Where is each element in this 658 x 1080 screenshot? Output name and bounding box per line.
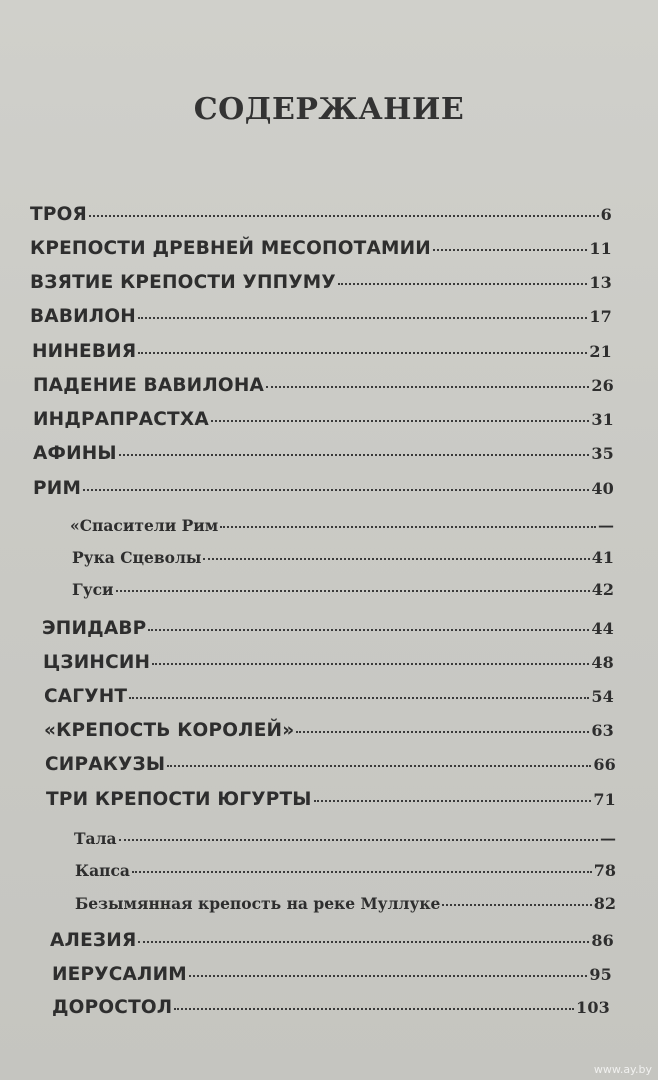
toc-entry <box>30 272 612 293</box>
toc-entry <box>33 375 614 396</box>
toc-entry-title: «КРЕПОСТЬ КОРОЛЕЙ» <box>44 720 295 741</box>
dot-leader <box>433 249 587 251</box>
toc-entry-title: ЦЗИНСИН <box>43 652 151 673</box>
toc-entry-title: ПАДЕНИЕ ВАВИЛОНА <box>33 375 265 396</box>
toc-page-number: 42 <box>591 580 614 599</box>
dot-leader <box>174 1008 574 1010</box>
toc-entry-title: РИМ <box>33 478 82 499</box>
toc-entry <box>44 686 614 707</box>
dot-leader <box>138 352 587 354</box>
toc-entry <box>43 652 614 673</box>
toc-page-number: 21 <box>589 342 612 361</box>
toc-page-number: 40 <box>591 479 614 498</box>
toc-subentry <box>72 580 614 599</box>
dot-leader <box>167 765 591 767</box>
toc-page-number: 82 <box>593 894 616 913</box>
toc-page-number: 13 <box>589 273 612 292</box>
toc-page-number: — <box>600 829 616 848</box>
toc-page-number: 31 <box>591 410 614 429</box>
dot-leader <box>296 731 589 733</box>
toc-entry-title: ТРИ КРЕПОСТИ ЮГУРТЫ <box>46 789 312 810</box>
toc-page-number: 11 <box>589 239 612 258</box>
toc-page-number: 48 <box>591 653 614 672</box>
toc-page-number: 95 <box>589 965 612 984</box>
toc-page-number: 41 <box>591 548 614 567</box>
toc-page-number: 63 <box>591 721 614 740</box>
toc-entry-title: НИНЕВИЯ <box>32 341 137 362</box>
toc-entry <box>33 478 614 499</box>
toc-page-number: — <box>598 516 614 535</box>
toc-entry <box>42 618 614 639</box>
toc-subentry <box>75 894 616 913</box>
toc-entry-title: «Спасители Рим <box>70 516 219 535</box>
toc-entry-title: Рука Сцеволы <box>72 548 202 567</box>
toc-page-number: 78 <box>593 861 616 880</box>
dot-leader <box>138 941 589 943</box>
toc-page-number: 44 <box>591 619 614 638</box>
dot-leader <box>116 590 590 592</box>
toc-entry-title: ИЕРУСАЛИМ <box>52 964 187 985</box>
toc-entry-title: ТРОЯ <box>30 204 87 225</box>
toc-page-number: 17 <box>589 307 612 326</box>
toc-entry-title: Тала <box>74 829 117 848</box>
toc-entry <box>52 964 612 985</box>
toc-entry-title: КРЕПОСТИ ДРЕВНЕЙ МЕСОПОТАМИИ <box>30 238 431 259</box>
toc-entry-title: ДОРОСТОЛ <box>52 997 173 1018</box>
toc-page-number: 71 <box>593 790 616 809</box>
page-title: СОДЕРЖАНИЕ <box>193 92 465 127</box>
dot-leader <box>220 526 596 528</box>
toc-entry-title: ВЗЯТИЕ КРЕПОСТИ УППУМУ <box>30 272 336 293</box>
toc-subentry <box>70 516 614 535</box>
dot-leader <box>203 558 589 560</box>
dot-leader <box>442 904 591 906</box>
toc-page-number: 103 <box>576 998 610 1017</box>
toc-entry <box>45 754 616 775</box>
dot-leader <box>211 420 589 422</box>
toc-page-number: 66 <box>593 755 616 774</box>
toc-subentry <box>75 861 616 880</box>
toc-page-number: 35 <box>591 444 614 463</box>
toc-entry-title: Гуси <box>72 580 114 599</box>
toc-entry <box>44 720 614 741</box>
toc-entry <box>33 443 614 464</box>
toc-entry-title: САГУНТ <box>44 686 128 707</box>
toc-entry <box>30 238 612 259</box>
toc-entry-title: СИРАКУЗЫ <box>45 754 166 775</box>
toc-entry-title: ИНДРАПРАСТХА <box>33 409 209 430</box>
dot-leader <box>89 215 599 217</box>
toc-entry-title: ВАВИЛОН <box>30 306 136 327</box>
toc-entry <box>46 789 616 810</box>
toc-entry-title: АФИНЫ <box>33 443 117 464</box>
toc-entry <box>50 930 614 951</box>
dot-leader <box>129 697 589 699</box>
dot-leader <box>138 317 587 319</box>
dot-leader <box>266 386 589 388</box>
toc-subentry <box>74 829 616 848</box>
toc-entry <box>30 204 612 225</box>
dot-leader <box>152 663 589 665</box>
toc-page-number: 26 <box>591 376 614 395</box>
toc-entry <box>30 306 612 327</box>
toc-page-number: 6 <box>600 205 612 224</box>
toc-subentry <box>72 548 614 567</box>
dot-leader <box>132 871 592 873</box>
toc-entry <box>52 997 610 1018</box>
dot-leader <box>83 489 589 491</box>
toc-entry-title: АЛЕЗИЯ <box>50 930 137 951</box>
toc-page-number: 54 <box>591 687 614 706</box>
toc-entry <box>33 409 614 430</box>
dot-leader <box>119 454 590 456</box>
toc-page-number: 86 <box>591 931 614 950</box>
dot-leader <box>338 283 587 285</box>
toc-entry <box>32 341 612 362</box>
toc-entry-title: Безымянная крепость на реке Муллуке <box>75 894 441 913</box>
dot-leader <box>189 975 587 977</box>
watermark: www.ay.by <box>593 1063 652 1076</box>
dot-leader <box>119 839 598 841</box>
dot-leader <box>148 629 589 631</box>
toc-entry-title: ЭПИДАВР <box>42 618 147 639</box>
toc-entry-title: Капса <box>75 861 130 880</box>
dot-leader <box>314 800 592 802</box>
